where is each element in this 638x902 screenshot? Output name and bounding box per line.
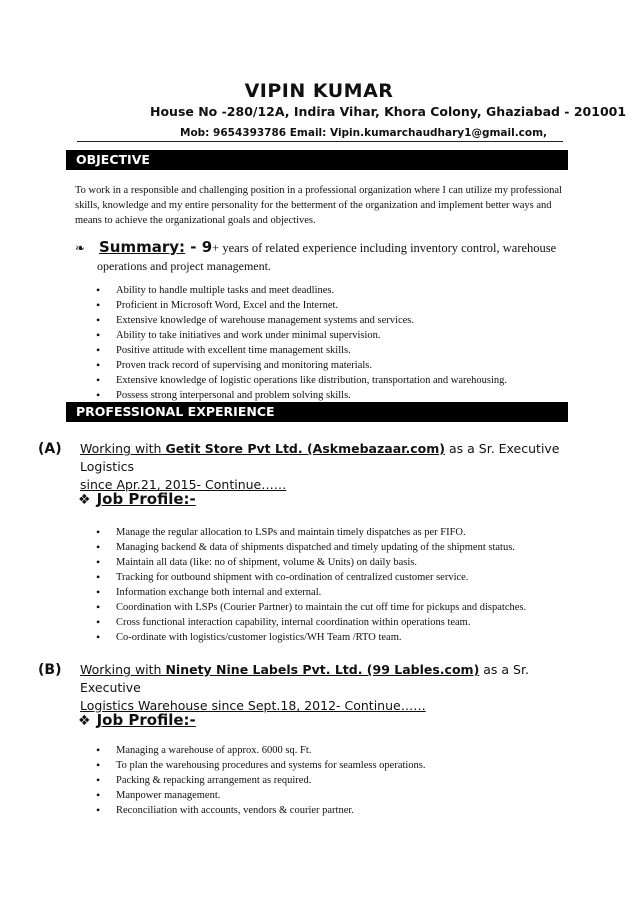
job-a-since: since Apr.21, 2015- Continue…… (80, 477, 287, 492)
summary-block (75, 238, 565, 275)
summary-line2: operations and project management. (97, 259, 271, 273)
job-a-heading (80, 440, 560, 494)
job-a-duties (88, 525, 568, 645)
job-b-profile-title (78, 711, 196, 729)
list-item: • Reconciliation with accounts, vendors & courier partner. (88, 803, 568, 818)
list-item: • Co-ordinate with logistics/customer logistics/WH Team /RTO team. (88, 630, 568, 645)
job-a-label: (A) (38, 441, 62, 457)
summary-years: - 9 (185, 238, 213, 256)
address-line: House No -280/12A, Indira Vihar, Khora Colony, Ghaziabad - 201001 (150, 104, 627, 119)
list-item: • Positive attitude with excellent time management skills. (88, 343, 568, 358)
summary-heading: Summary: (99, 238, 186, 256)
resume-name: VIPIN KUMAR (244, 80, 394, 102)
job-b-pre: Working with (80, 662, 166, 677)
list-item: • Packing & repacking arrangement as required. (88, 773, 568, 788)
summary-bullets (88, 283, 568, 403)
list-item: • Proficient in Microsoft Word, Excel and the Internet. (88, 298, 568, 313)
objective-heading: OBJECTIVE (66, 150, 568, 170)
list-item: • Information exchange both internal and external. (88, 585, 568, 600)
list-item: • To plan the warehousing procedures and systems for seamless operations. (88, 758, 568, 773)
list-item: • Cross functional interaction capability, internal coordination within operations team. (88, 615, 568, 630)
job-b-since: Logistics Warehouse since Sept.18, 2012- Continue…… (80, 698, 426, 713)
list-item: • Manpower management. (88, 788, 568, 803)
objective-text: To work in a responsible and challenging position in a professional organization where I can utilize my professional skills, knowledge and my entire personality for the betterment of the organization and implement better ways and means to achieve the organizational goals and objectives. (75, 185, 562, 226)
summary-bullet-icon: ❧ (75, 241, 86, 255)
header-divider (77, 141, 563, 142)
diamond-bullet-icon: ❖ (78, 492, 91, 508)
job-a-profile-label: Job Profile:- (96, 490, 196, 508)
list-item: • Ability to handle multiple tasks and meet deadlines. (88, 283, 568, 298)
job-b-role: as a Sr. Executive (80, 662, 529, 695)
contact-line: Mob: 9654393786 Email: Vipin.kumarchaudhary1@gmail.com, (180, 127, 548, 139)
job-a-company: Getit Store Pvt Ltd. (Askmebazaar.com) (165, 441, 446, 456)
list-item: • Manage the regular allocation to LSPs and maintain timely dispatches as per FIFO. (88, 525, 568, 540)
job-b-profile-label: Job Profile:- (96, 711, 196, 729)
list-item: • Extensive knowledge of logistic operations like distribution, transportation and warehousing. (88, 373, 568, 388)
list-item: • Tracking for outbound shipment with co-ordination of centralized customer service. (88, 570, 568, 585)
list-item: • Maintain all data (like: no of shipment, volume & Units) on daily basis. (88, 555, 568, 570)
job-b-company: Ninety Nine Labels Pvt. Ltd. (99 Lables.com) (165, 662, 480, 677)
list-item: • Proven track record of supervising and monitoring materials. (88, 358, 568, 373)
summary-line1: + years of related experience including inventory control, warehouse (212, 241, 557, 255)
job-b-duties (88, 743, 568, 818)
job-a-profile-title (78, 490, 196, 508)
list-item: • Ability to take initiatives and work under minimal supervision. (88, 328, 568, 343)
job-b-heading (80, 661, 560, 715)
list-item: • Managing backend & data of shipments dispatched and timely updating of the shipment status. (88, 540, 568, 555)
job-a-pre: Working with (80, 441, 166, 456)
list-item: • Managing a warehouse of approx. 6000 sq. Ft. (88, 743, 568, 758)
list-item: • Coordination with LSPs (Courier Partner) to maintain the cut off time for pickups and dispatches. (88, 600, 568, 615)
diamond-bullet-icon: ❖ (78, 713, 91, 729)
experience-heading: PROFESSIONAL EXPERIENCE (66, 402, 568, 422)
list-item: • Possess strong interpersonal and problem solving skills. (88, 388, 568, 403)
job-a-role: as a Sr. Executive Logistics (80, 441, 560, 474)
job-b-label: (B) (38, 662, 62, 678)
list-item: • Extensive knowledge of warehouse management systems and services. (88, 313, 568, 328)
